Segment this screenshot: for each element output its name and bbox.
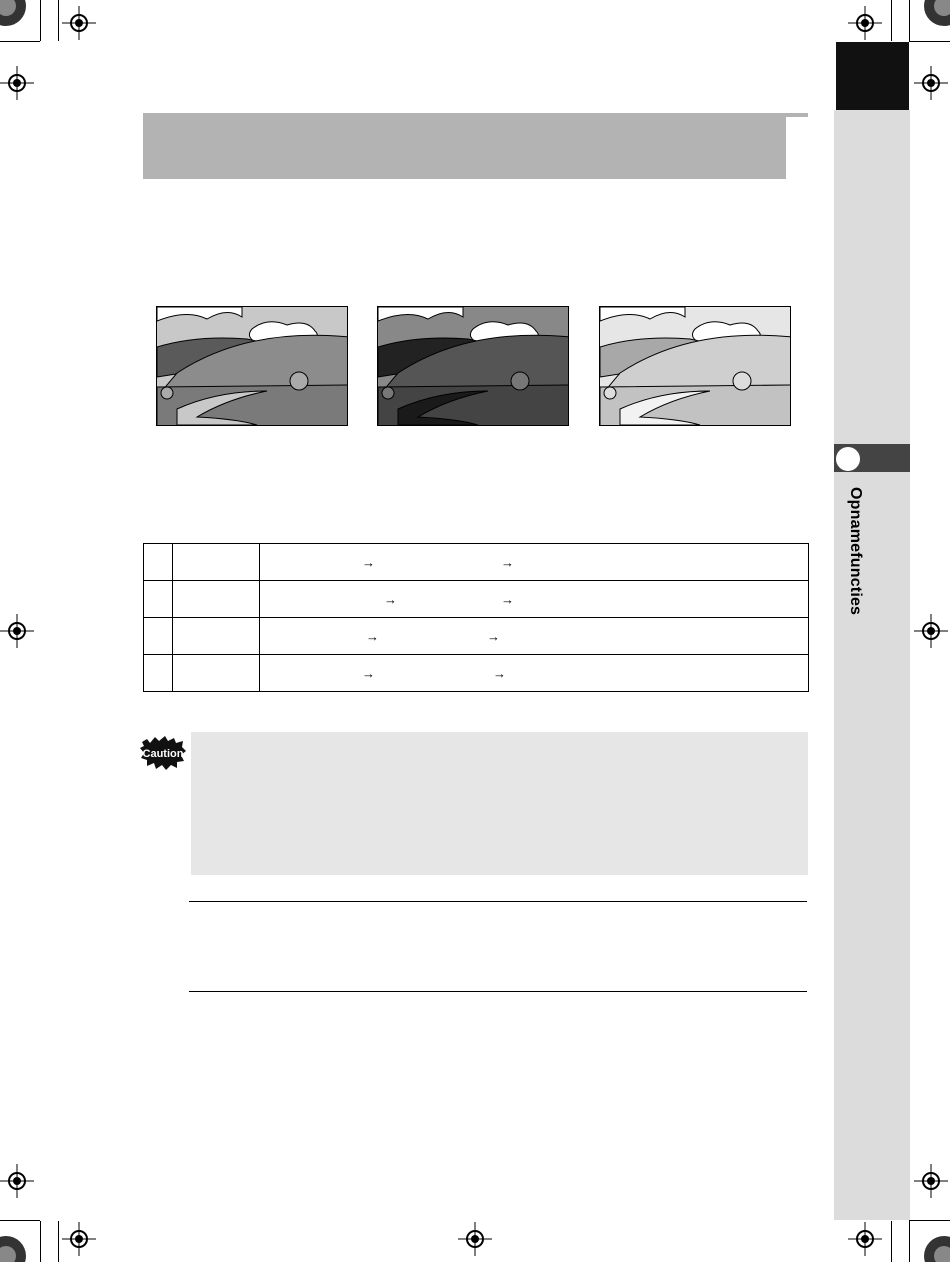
section-header-band (143, 113, 786, 179)
arrow-icon: → (366, 628, 379, 644)
table-row (144, 618, 809, 655)
row-name (173, 544, 260, 581)
memo-text (189, 910, 807, 980)
caution-text (191, 732, 808, 760)
row-number (144, 581, 173, 618)
row-name (173, 581, 260, 618)
crop-mark (891, 0, 892, 41)
registration-mark-icon (848, 6, 882, 40)
landscape-image-normal (156, 306, 348, 426)
crop-mark (0, 41, 40, 42)
chapter-number-circle (835, 446, 861, 472)
arrow-icon: → (501, 591, 514, 607)
caution-icon (140, 736, 186, 770)
registration-mark-icon (0, 614, 34, 648)
starburst-mark-icon (922, 1234, 950, 1262)
registration-mark-icon (62, 6, 96, 40)
row-name (173, 618, 260, 655)
row-number (144, 544, 173, 581)
chapter-label: Opnamefuncties (847, 487, 864, 616)
registration-mark-icon (0, 66, 34, 100)
crop-mark (40, 0, 41, 41)
crop-mark (58, 1221, 59, 1262)
side-tab (834, 110, 910, 1220)
crop-mark (58, 0, 59, 41)
caution-box (191, 732, 808, 875)
crop-mark (909, 0, 910, 41)
settings-table (143, 543, 809, 692)
memo-top-rule (189, 901, 807, 902)
registration-mark-icon (914, 1164, 948, 1198)
arrow-icon: → (362, 554, 375, 570)
arrow-icon: → (384, 591, 397, 607)
landscape-image-dark (377, 306, 569, 426)
memo-bottom-rule (189, 991, 807, 992)
table-row (144, 544, 809, 581)
row-steps (260, 655, 809, 692)
row-steps (260, 581, 809, 618)
registration-mark-icon (458, 1222, 492, 1256)
crop-mark (909, 1220, 950, 1221)
crop-mark (40, 1221, 41, 1262)
row-name (173, 655, 260, 692)
row-steps (260, 618, 809, 655)
row-steps (260, 544, 809, 581)
row-number (144, 655, 173, 692)
table-row (144, 581, 809, 618)
registration-mark-icon (914, 614, 948, 648)
arrow-icon: → (493, 665, 506, 681)
starburst-mark-icon (0, 1234, 28, 1262)
crop-mark (909, 1221, 910, 1262)
starburst-mark-icon (0, 0, 28, 28)
registration-mark-icon (848, 1222, 882, 1256)
crop-mark (0, 1220, 40, 1221)
registration-mark-icon (62, 1222, 96, 1256)
row-number (144, 618, 173, 655)
arrow-icon: → (487, 628, 500, 644)
landscape-image-light (599, 306, 791, 426)
side-tab-black-block (836, 42, 909, 110)
svg-text:Caution: Caution (142, 748, 184, 760)
crop-mark (891, 1221, 892, 1262)
crop-mark (909, 41, 950, 42)
table-row (144, 655, 809, 692)
arrow-icon: → (362, 665, 375, 681)
registration-mark-icon (0, 1164, 34, 1198)
starburst-mark-icon (922, 0, 950, 28)
arrow-icon: → (501, 554, 514, 570)
header-rule (786, 113, 808, 117)
registration-mark-icon (914, 66, 948, 100)
